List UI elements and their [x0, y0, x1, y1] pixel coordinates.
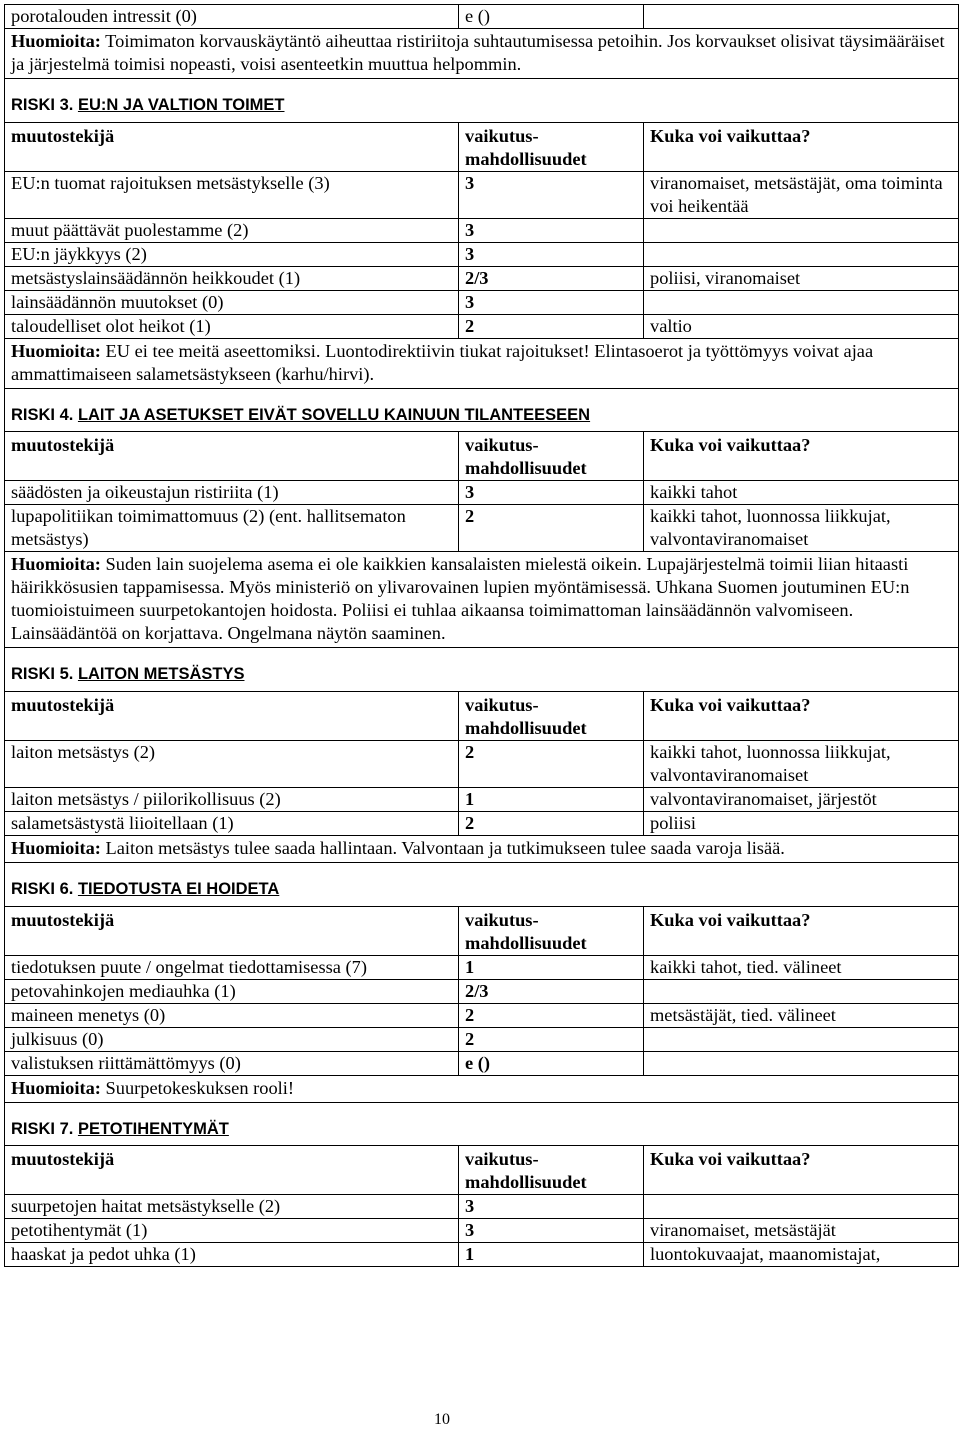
table-row: [5, 1219, 959, 1243]
header-vaikutusmahdollisuudet: [459, 691, 644, 740]
header-vaikutus-line1: vaikutus-: [465, 125, 539, 146]
cell-kuka: poliisi, viranomaiset: [644, 266, 959, 290]
note-cell: [5, 338, 959, 388]
cell-kuka: poliisi: [644, 811, 959, 835]
header-muutostekija: muutostekijä: [5, 691, 459, 740]
cell-vaikutus: 2: [459, 1003, 644, 1027]
header-muutostekija: muutostekijä: [5, 432, 459, 481]
cell-muutostekija: valistuksen riittämättömyys (0): [5, 1051, 459, 1075]
note-cell: [5, 552, 959, 648]
cell-muutostekija: taloudelliset olot heikot (1): [5, 314, 459, 338]
column-header-row: [5, 691, 959, 740]
risk-title: TIEDOTUSTA EI HOIDETA: [77, 879, 280, 898]
risk-title-cell: [5, 1102, 959, 1146]
risk-prefix: RISKI 3.: [11, 96, 78, 114]
risk-title-cell: [5, 388, 959, 432]
note-row: [5, 552, 959, 648]
header-kuka-voi-vaikuttaa: Kuka voi vaikuttaa?: [644, 122, 959, 171]
risk-title-cell: [5, 862, 959, 906]
note-text: Suurpetokeskuksen rooli!: [105, 1077, 294, 1098]
cell-vaikutus: 2/3: [459, 266, 644, 290]
table-row: [5, 266, 959, 290]
cell-vaikutus: 2: [459, 811, 644, 835]
cell-kuka: [644, 979, 959, 1003]
cell-vaikutus: 3: [459, 1219, 644, 1243]
cell-kuka: kaikki tahot, tied. välineet: [644, 955, 959, 979]
cell-muutostekija: suurpetojen haitat metsästykselle (2): [5, 1195, 459, 1219]
cell-vaikutus: 3: [459, 218, 644, 242]
header-muutostekija: muutostekijä: [5, 122, 459, 171]
cell-muutostekija: metsästyslainsäädännön heikkoudet (1): [5, 266, 459, 290]
table-row: [5, 1243, 959, 1267]
table-row: [5, 171, 959, 218]
header-vaikutus-line2: mahdollisuudet: [465, 458, 587, 479]
note-text: Suden lain suojelema asema ei ole kaikkien kansalaisten mielestä oikein. Lupajärjestelmä toimii liian hitaasti häirikkösusien tappamisessa. Myös ministeriö on ylivarovainen lupien myöntämisessä. Uhkana Suomen joutuminen EU:n tuomioistuimeen suurpetokantojen hoidosta. Poliisi ei tuhlaa aikaansa toimimattoman lainsäädännön valvomiseen. Lainsäädäntöä on korjattava. Ongelmana näytön saaminen.: [11, 554, 910, 644]
note-label: Huomioita:: [11, 837, 101, 858]
table-row: [5, 979, 959, 1003]
risk-prefix: RISKI 4.: [11, 405, 78, 424]
note-label: Huomioita:: [11, 31, 101, 51]
risk-title: LAITON METSÄSTYS: [77, 665, 245, 684]
risk-document-table: [4, 4, 959, 1267]
note-text: Laiton metsästys tulee saada hallintaan. Valvontaan ja tutkimukseen tulee saada varoja lisää.: [105, 837, 785, 858]
cell-kuka: [644, 1051, 959, 1075]
cell-muutostekija: laiton metsästys (2): [5, 740, 459, 787]
table-row: [5, 481, 959, 505]
cell-muutostekija: petovahinkojen mediauhka (1): [5, 979, 459, 1003]
column-header-row: [5, 1146, 959, 1195]
cell-vaikutus: 3: [459, 481, 644, 505]
cell-vaikutus: 3: [459, 171, 644, 218]
header-vaikutus-line1: vaikutus-: [465, 435, 539, 456]
table-row: [5, 290, 959, 314]
cell-kuka: [644, 290, 959, 314]
cell-vaikutus: 1: [459, 955, 644, 979]
cell-vaikutus: 1: [459, 1243, 644, 1267]
note-cell: [5, 29, 959, 79]
cell-kuka: [644, 5, 959, 29]
cell-muutostekija: porotalouden intressit (0): [5, 5, 459, 29]
risk-title: EU:N JA VALTION TOIMET: [77, 96, 285, 114]
table-row: [5, 218, 959, 242]
cell-muutostekija: lupapolitiikan toimimattomuus (2) (ent. hallitsematon metsästys): [5, 505, 459, 552]
cell-kuka: viranomaiset, metsästäjät: [644, 1219, 959, 1243]
cell-kuka: valvontaviranomaiset, järjestöt: [644, 787, 959, 811]
header-muutostekija: muutostekijä: [5, 1146, 459, 1195]
risk-title-cell: [5, 648, 959, 692]
note-label: Huomioita:: [11, 554, 101, 575]
header-vaikutusmahdollisuudet: [459, 906, 644, 955]
cell-muutostekija: muut päättävät puolestamme (2): [5, 218, 459, 242]
cell-vaikutus: 2: [459, 314, 644, 338]
cell-kuka: kaikki tahot, luonnossa liikkujat, valvontaviranomaiset: [644, 505, 959, 552]
header-kuka-voi-vaikuttaa: Kuka voi vaikuttaa?: [644, 1146, 959, 1195]
table-row: [5, 740, 959, 787]
cell-kuka: kaikki tahot, luonnossa liikkujat, valvontaviranomaiset: [644, 740, 959, 787]
cell-muutostekija: tiedotuksen puute / ongelmat tiedottamisessa (7): [5, 955, 459, 979]
table-row: [5, 505, 959, 552]
cell-vaikutus: 1: [459, 787, 644, 811]
cell-muutostekija: lainsäädännön muutokset (0): [5, 290, 459, 314]
risk-title: PETOTIHENTYMÄT: [77, 1119, 229, 1138]
cell-muutostekija: julkisuus (0): [5, 1027, 459, 1051]
cell-muutostekija: haaskat ja pedot uhka (1): [5, 1243, 459, 1267]
note-row: [5, 29, 959, 79]
table-row: [5, 1003, 959, 1027]
cell-vaikutus: 2: [459, 505, 644, 552]
header-vaikutus-line2: mahdollisuudet: [465, 148, 587, 169]
note-row: [5, 1075, 959, 1102]
table-row: [5, 1051, 959, 1075]
header-kuka-voi-vaikuttaa: Kuka voi vaikuttaa?: [644, 691, 959, 740]
page-number: 10: [434, 1411, 450, 1428]
note-text: Toimimaton korvauskäytäntö aiheuttaa ristiriitoja suhtautumisessa petoihin. Jos korvaukset olisivat täysimääräiset ja järjestelmä toimisi nopeasti, voisi asenteetkin muuttua helpommin.: [11, 31, 945, 74]
cell-muutostekija: petotihentymät (1): [5, 1219, 459, 1243]
risk-title: LAIT JA ASETUKSET EIVÄT SOVELLU KAINUUN TILANTEESEEN: [77, 405, 591, 424]
cell-muutostekija: säädösten ja oikeustajun ristiriita (1): [5, 481, 459, 505]
header-vaikutus-line1: vaikutus-: [465, 694, 539, 715]
risk-title-row: [5, 79, 959, 123]
header-vaikutus-line2: mahdollisuudet: [465, 932, 587, 953]
cell-kuka: [644, 242, 959, 266]
note-label: Huomioita:: [11, 340, 101, 361]
cell-muutostekija: EU:n tuomat rajoituksen metsästykselle (3): [5, 171, 459, 218]
table-row: [5, 787, 959, 811]
risk-prefix: RISKI 7.: [11, 1119, 78, 1138]
cell-vaikutus: 2: [459, 1027, 644, 1051]
header-muutostekija: muutostekijä: [5, 906, 459, 955]
cell-kuka: metsästäjät, tied. välineet: [644, 1003, 959, 1027]
risk-title-row: [5, 1102, 959, 1146]
cell-vaikutus: 2: [459, 740, 644, 787]
note-label: Huomioita:: [11, 1077, 101, 1098]
header-vaikutus-line2: mahdollisuudet: [465, 1172, 587, 1193]
header-kuka-voi-vaikuttaa: Kuka voi vaikuttaa?: [644, 906, 959, 955]
note-row: [5, 338, 959, 388]
column-header-row: [5, 122, 959, 171]
column-header-row: [5, 432, 959, 481]
header-vaikutusmahdollisuudet: [459, 432, 644, 481]
risk-title-row: [5, 862, 959, 906]
cell-vaikutus: e (): [459, 1051, 644, 1075]
table-row: [5, 242, 959, 266]
table-row: [5, 1195, 959, 1219]
note-cell: [5, 1075, 959, 1102]
cell-kuka: kaikki tahot: [644, 481, 959, 505]
cell-kuka: viranomaiset, metsästäjät, oma toiminta voi heikentää: [644, 171, 959, 218]
risk-prefix: RISKI 5.: [11, 665, 78, 684]
header-kuka-voi-vaikuttaa: Kuka voi vaikuttaa?: [644, 432, 959, 481]
header-vaikutus-line2: mahdollisuudet: [465, 717, 587, 738]
risk-title-cell: [5, 79, 959, 123]
cell-kuka: [644, 218, 959, 242]
cell-vaikutus: 2/3: [459, 979, 644, 1003]
cell-kuka: [644, 1195, 959, 1219]
risk-prefix: RISKI 6.: [11, 879, 78, 898]
cell-kuka: [644, 1027, 959, 1051]
cell-vaikutus: 3: [459, 242, 644, 266]
table-row: [5, 314, 959, 338]
note-row: [5, 835, 959, 862]
cell-vaikutus: 3: [459, 1195, 644, 1219]
risk-title-row: [5, 388, 959, 432]
note-text: EU ei tee meitä aseettomiksi. Luontodirektiivin tiukat rajoitukset! Elintasoerot ja työttömyys voivat ajaa ammattimaiseen salametsästykseen (karhu/hirvi).: [11, 340, 874, 384]
table-row: [5, 955, 959, 979]
cell-kuka: valtio: [644, 314, 959, 338]
header-vaikutusmahdollisuudet: [459, 1146, 644, 1195]
header-vaikutus-line1: vaikutus-: [465, 909, 539, 930]
table-row: [5, 811, 959, 835]
cell-muutostekija: laiton metsästys / piilorikollisuus (2): [5, 787, 459, 811]
note-cell: [5, 835, 959, 862]
header-vaikutus-line1: vaikutus-: [465, 1149, 539, 1170]
cell-muutostekija: EU:n jäykkyys (2): [5, 242, 459, 266]
risk-title-row: [5, 648, 959, 692]
cell-vaikutus: e (): [459, 5, 644, 29]
column-header-row: [5, 906, 959, 955]
table-row: [5, 5, 959, 29]
header-vaikutusmahdollisuudet: [459, 122, 644, 171]
cell-vaikutus: 3: [459, 290, 644, 314]
cell-muutostekija: salametsästystä liioitellaan (1): [5, 811, 459, 835]
table-row: [5, 1027, 959, 1051]
cell-kuka: luontokuvaajat, maanomistajat,: [644, 1243, 959, 1267]
cell-muutostekija: maineen menetys (0): [5, 1003, 459, 1027]
